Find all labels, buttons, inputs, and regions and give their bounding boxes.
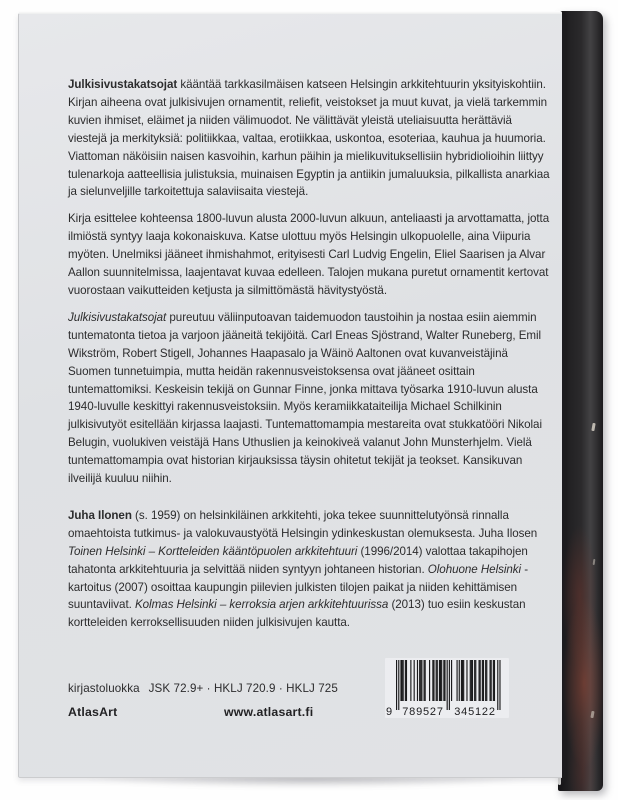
- spine-text-glint: [590, 711, 594, 718]
- library-class-codes: JSK 72.9+ · HKLJ 720.9 · HKLJ 725: [148, 682, 338, 695]
- book-spine: [558, 11, 603, 791]
- blurb-paragraph-3: Julkisivustakatsojat pureutuu väliinputoavan taidemuodon taustoihin ja nostaa esiin aiemmin tuntematonta tietoa ja varjoon jääneitä tekijöitä. Carl Eneas Sjöstrand, Walter Runeberg, Emil Wikström, Robert Stigell, Johannes Haapasalo ja Wäinö Aaltonen ovat kuvanveistäjinä Suomen tunnetuimpia, mutta heidän rakennusveistoksensa ovat jääneet osittain tuntemattomiksi. Keskeisin tekijä on Gunnar Finne, jonka mittava työsarka 1910-luvun alusta 1940-luvulle keskittyi rakennusveistoksiin. Myös keramiikkataiteilija Michael Schilkinin julkisivutyöt esitellään kirjassa laajasti. Tuntemattomampia mestareita ovat stukkatööri Nikolai Belugin, vuolukiven veistäjä Hans Uthuslien ja keinokiveä valanut John Munsterhjelm. Vielä tuntemattomampia ovat historian kirjauksissa täysin ohitetut tekijät ja teokset. Kansikuvan ilveilijä kuuluu niihin.: [68, 310, 542, 486]
- barcode-graphic: [385, 658, 509, 718]
- back-cover: [18, 13, 562, 778]
- isbn-barcode: [385, 658, 509, 718]
- publisher-name: AtlasArt: [68, 705, 118, 719]
- spine-text-glint: [591, 423, 595, 431]
- blurb-paragraph-2: Kirja esittelee kohteensa 1800-luvun alusta 2000-luvun alkuun, anteliaasti ja arvottamatta, jotta ilmiöstä syntyy laaja kokonaiskuva. Katse ulottuu myös Helsingin ulkopuolelle, aina Viipuria myöten. Unelmiksi jääneet ihmishahmot, erityisesti Carl Ludvig Engelin, Eliel Saarisen ja Alvar Aallon suunnitelmissa, laajentavat kuvaa edelleen. Talojen mukana puretut ornamentit kertovat vuorostaan vaikutteiden ketjusta ja silmittömästä hävitystyöstä.: [68, 212, 550, 297]
- barcode-digits-left: 789527: [402, 706, 444, 718]
- author-bio-paragraph: Juha Ilonen (s. 1959) on helsinkiläinen arkkitehti, joka tekee suunnittelutyönsä rinnalla omaehtoista tutkimus- ja valokuvaustyötä Helsingin ydinkeskustan olemuksesta. Juha Ilosen Toinen Helsinki – Kortteleiden kääntöpuolen arkkitehtuuri (1996/2014) valottaa takapihojen tahatonta arkkitehtuuria ja selvittää niiden syntyyn johtaneen historian. Olohuone Helsinki -kartoitus (2007) osoittaa kaupungin piilevien julkisten tilojen paikat ja niiden kehittämisen suuntaviivat. Kolmas Helsinki – kerroksia arjen arkkitehtuurissa (2013) tuo esiin keskustan kortteleiden kerroksellisuuden niiden julkisivujen kautta.: [68, 508, 538, 630]
- spine-text-glint: [593, 559, 596, 565]
- back-cover-blurb: [68, 76, 551, 641]
- blurb-paragraph-1: Julkisivustakatsojat kääntää tarkkasilmäisen katseen Helsingin arkkitehtuurin yksityiskohtiin. Kirjan aiheena ovat julkisivujen ornamentit, reliefit, veistokset ja muut kuvat, ja vielä tarkemmin kuvien ihmiset, eläimet ja niiden välimuodot. Ne välittävät yleistä uteliaisuutta herättäviä viestejä ja merkityksiä: politiikkaa, valtaa, erotiikkaa, uskontoa, esoteriaa, kauhua ja huumoria. Viattoman näköisiin naisen kasvoihin, karhun päihin ja mielikuvituksellisiin hybridiolioihin liittyy tulenarkoja aatteellisia julistuksia, muinaisen Egyptin ja antiikin jumaluuksia, pilkallista anarkiaa ja sielunveljille tarkoitettuja salaviisaita viestejä.: [68, 78, 550, 199]
- barcode-digits-right: 345122: [454, 706, 496, 718]
- library-class-label: kirjastoluokka: [68, 682, 140, 695]
- book-shadow: [16, 776, 601, 793]
- library-classification: [68, 682, 338, 695]
- barcode-digit-lead: 9: [386, 706, 393, 718]
- publisher-website: www.atlasart.fi: [224, 705, 314, 719]
- barcode-bars: [396, 660, 501, 710]
